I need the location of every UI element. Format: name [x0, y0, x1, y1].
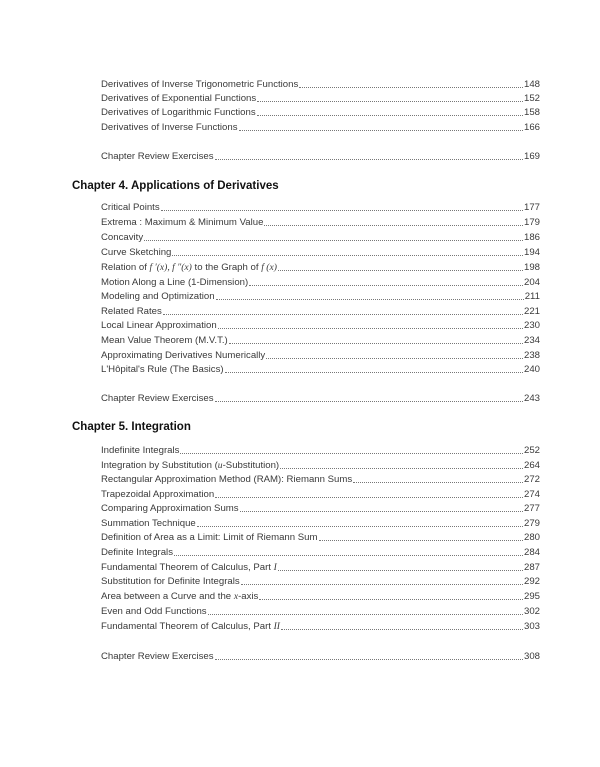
toc-entry-page: 238 — [523, 350, 540, 361]
leader-dots — [215, 497, 523, 498]
toc-entry-label: Derivatives of Inverse Trigonometric Functions — [101, 79, 299, 90]
toc-entry-page: 211 — [524, 291, 540, 302]
toc-entry-page: 177 — [523, 202, 540, 213]
math-expression: x — [233, 591, 239, 602]
toc-entry-label — [101, 562, 277, 574]
math-expression: f (x) — [261, 262, 277, 273]
toc-entry — [101, 589, 540, 603]
toc-entry-page: 221 — [523, 306, 540, 317]
toc-entry-page: 302 — [523, 606, 540, 617]
leader-dots — [215, 159, 523, 160]
label-text: -Substitution) — [222, 460, 280, 471]
leader-dots — [319, 540, 523, 541]
toc-entry — [101, 77, 540, 91]
toc-entry-label: Derivatives of Inverse Functions — [101, 122, 238, 133]
toc-entry — [101, 333, 540, 347]
leader-dots — [161, 210, 523, 211]
leader-dots — [257, 115, 523, 116]
leader-dots — [225, 372, 523, 373]
toc-entry-page: 240 — [523, 364, 540, 375]
leader-dots — [299, 87, 523, 88]
leader-dots — [163, 314, 523, 315]
toc-entry — [101, 487, 540, 501]
toc-entry-label — [101, 460, 279, 472]
chapter-heading: Chapter 4. Applications of Derivatives — [72, 180, 279, 192]
label-text: Area between a Curve and the — [101, 591, 234, 602]
toc-entry — [101, 619, 540, 633]
toc-entry-page: 243 — [523, 393, 540, 404]
toc-entry-label: Critical Points — [101, 202, 160, 213]
toc-entry-page: 179 — [523, 217, 540, 228]
leader-dots — [257, 101, 523, 102]
leader-dots — [180, 453, 523, 454]
toc-entry-label: Derivatives of Exponential Functions — [101, 93, 257, 104]
leader-dots — [239, 130, 523, 131]
label-text: Relation of — [101, 262, 150, 273]
toc-entry — [101, 215, 540, 229]
toc-entry-page: 274 — [523, 489, 540, 500]
toc-entry — [101, 545, 540, 559]
toc-entry — [101, 516, 540, 530]
math-expression: I — [273, 562, 277, 573]
toc-entry-label: Chapter Review Exercises — [101, 151, 214, 162]
toc-entry-label: Curve Sketching — [101, 247, 172, 258]
leader-dots — [266, 358, 523, 359]
leader-dots — [197, 526, 523, 527]
chapter-heading: Chapter 5. Integration — [72, 421, 191, 433]
toc-entry — [101, 458, 540, 472]
leader-dots — [353, 482, 523, 483]
toc-entry — [101, 501, 540, 515]
toc-entry-page: 234 — [523, 335, 540, 346]
toc-entry-page: 148 — [523, 79, 540, 90]
label-text: to the Graph of — [191, 262, 262, 273]
toc-entry-page: 230 — [523, 320, 540, 331]
leader-dots — [215, 659, 523, 660]
toc-entry — [101, 200, 540, 214]
toc-entry-label: Definition of Area as a Limit: Limit of Riemann Sum — [101, 532, 318, 543]
toc-entry — [101, 362, 540, 376]
leader-dots — [208, 614, 523, 615]
toc-entry — [101, 472, 540, 486]
toc-entry-page: 198 — [523, 262, 540, 273]
leader-dots — [172, 255, 523, 256]
toc-entry-page: 308 — [523, 651, 540, 662]
toc-entry — [101, 348, 540, 362]
toc-entry — [101, 149, 540, 163]
toc-entry — [101, 604, 540, 618]
toc-entry-page: 303 — [523, 621, 540, 632]
toc-entry-label: Approximating Derivatives Numerically — [101, 350, 266, 361]
toc-entry-label: Mean Value Theorem (M.V.T.) — [101, 335, 228, 346]
toc-entry — [101, 245, 540, 259]
toc-entry-page: 284 — [523, 547, 540, 558]
toc-entry-page: 280 — [523, 532, 540, 543]
toc-entry-label: Substitution for Definite Integrals — [101, 576, 240, 587]
toc-entry-page: 272 — [523, 474, 540, 485]
toc-entry-page: 186 — [523, 232, 540, 243]
toc-entry-page: 277 — [523, 503, 540, 514]
toc-entry — [101, 318, 540, 332]
leader-dots — [218, 328, 523, 329]
label-text: -axis — [238, 591, 259, 602]
toc-entry-label — [101, 591, 258, 603]
toc-entry-page: 264 — [523, 460, 540, 471]
leader-dots — [174, 555, 523, 556]
toc-entry-label: Summation Technique — [101, 518, 196, 529]
toc-entry-label — [101, 262, 277, 274]
toc-entry — [101, 230, 540, 244]
leader-dots — [259, 599, 523, 600]
leader-dots — [281, 629, 523, 630]
toc-entry-label: Concavity — [101, 232, 144, 243]
leader-dots — [249, 285, 523, 286]
leader-dots — [241, 584, 523, 585]
toc-entry-label: Chapter Review Exercises — [101, 651, 214, 662]
leader-dots — [229, 343, 523, 344]
toc-entry-label: Related Rates — [101, 306, 162, 317]
toc-entry — [101, 289, 540, 303]
toc-entry-label: Local Linear Approximation — [101, 320, 217, 331]
label-text: Fundamental Theorem of Calculus, Part — [101, 621, 274, 632]
toc-entry — [101, 391, 540, 405]
leader-dots — [144, 240, 523, 241]
toc-entry-label: Motion Along a Line (1-Dimension) — [101, 277, 249, 288]
toc-entry — [101, 275, 540, 289]
leader-dots — [215, 401, 523, 402]
toc-entry-label — [101, 621, 280, 633]
toc-entry-label: Chapter Review Exercises — [101, 393, 214, 404]
toc-entry-page: 194 — [523, 247, 540, 258]
toc-entry-label: Indefinite Integrals — [101, 445, 180, 456]
toc-entry-label: Modeling and Optimization — [101, 291, 215, 302]
toc-entry-label: Definite Integrals — [101, 547, 173, 558]
math-expression: f ′(x), f ″(x) — [149, 262, 192, 273]
toc-entry-page: 152 — [523, 93, 540, 104]
toc-entry-page: 287 — [523, 562, 540, 573]
toc-entry — [101, 120, 540, 134]
toc-entry-page: 295 — [523, 591, 540, 602]
toc-entry-label: Derivatives of Logarithmic Functions — [101, 107, 256, 118]
toc-entry-page: 166 — [523, 122, 540, 133]
leader-dots — [264, 225, 523, 226]
toc-entry-label: Extrema : Maximum & Minimum Value — [101, 217, 264, 228]
toc-entry-page: 158 — [523, 107, 540, 118]
toc-entry — [101, 443, 540, 457]
toc-entry-page: 279 — [523, 518, 540, 529]
toc-entry-page: 169 — [523, 151, 540, 162]
math-expression: II — [273, 621, 280, 632]
toc-entry — [101, 530, 540, 544]
label-text: Fundamental Theorem of Calculus, Part — [101, 562, 274, 573]
toc-entry-label: Rectangular Approximation Method (RAM): Riemann Sums — [101, 474, 353, 485]
toc-entry — [101, 574, 540, 588]
toc-entry-page: 252 — [523, 445, 540, 456]
toc-entry-page: 292 — [523, 576, 540, 587]
toc-entry — [101, 260, 540, 274]
math-expression: u — [217, 460, 223, 471]
toc-entry — [101, 105, 540, 119]
toc-entry-label: L'Hôpital's Rule (The Basics) — [101, 364, 224, 375]
leader-dots — [278, 270, 523, 271]
leader-dots — [240, 511, 523, 512]
leader-dots — [280, 468, 523, 469]
toc-entry — [101, 560, 540, 574]
toc-entry-label: Even and Odd Functions — [101, 606, 207, 617]
toc-entry — [101, 649, 540, 663]
toc-entry-label: Trapezoidal Approximation — [101, 489, 215, 500]
leader-dots — [216, 299, 524, 300]
leader-dots — [278, 570, 523, 571]
toc-entry — [101, 304, 540, 318]
label-text: Integration by Substitution ( — [101, 460, 218, 471]
toc-entry-page: 204 — [523, 277, 540, 288]
toc-entry — [101, 91, 540, 105]
toc-entry-label: Comparing Approximation Sums — [101, 503, 239, 514]
